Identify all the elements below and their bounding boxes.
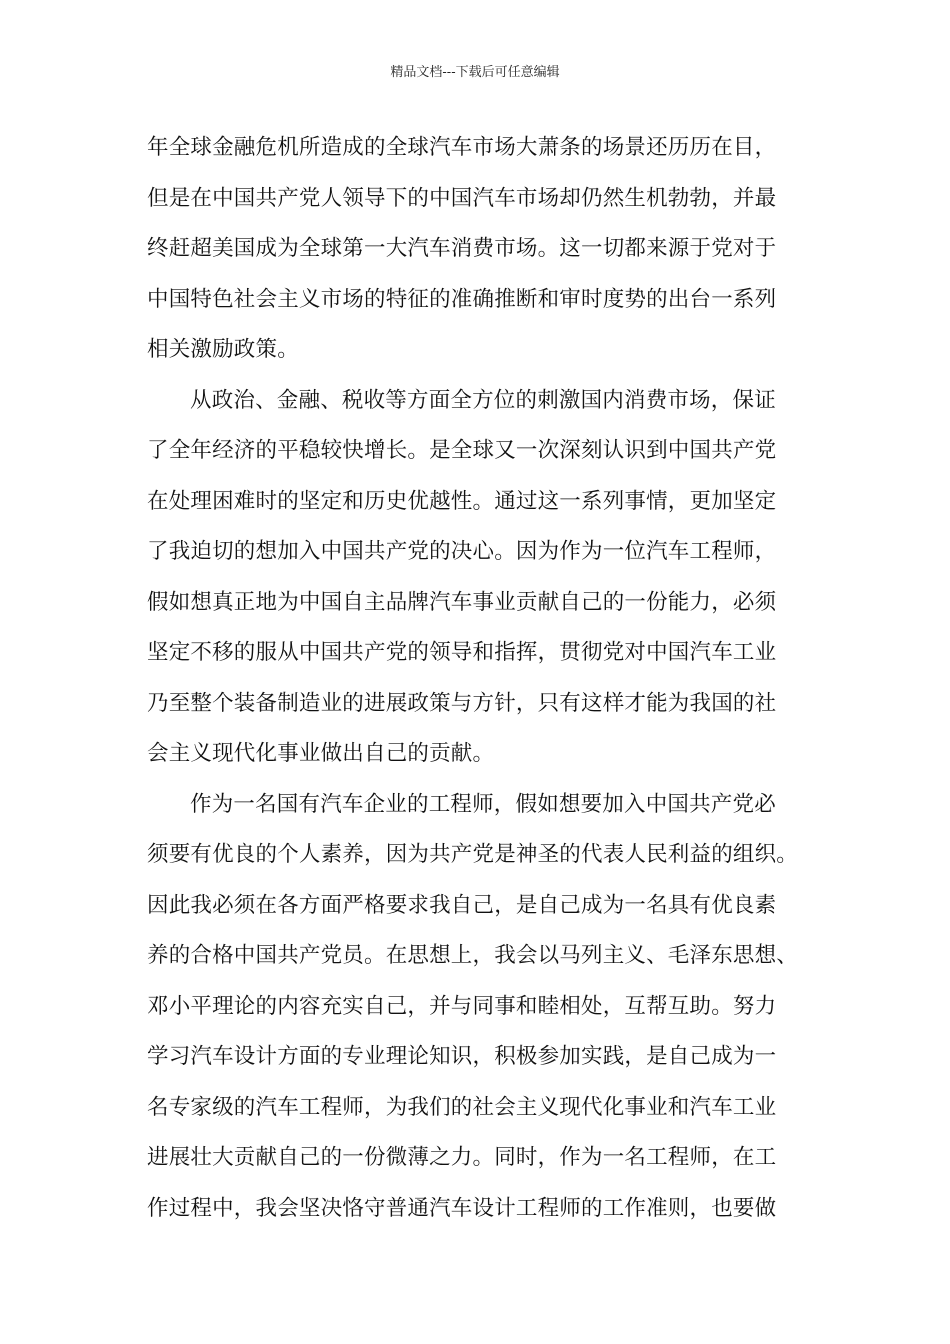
text-line: 须要有优良的个人素养，因为共产党是神圣的代表人民利益的组织。 <box>147 842 799 867</box>
text-line: 邓小平理论的内容充实自己，并与同事和睦相处，互帮互助。努力 <box>147 993 777 1019</box>
text-line: 年全球金融危机所造成的全球汽车市场大萧条的场景还历历在目， <box>147 135 777 160</box>
document-body <box>147 123 827 1234</box>
text-line: 了我迫切的想加入中国共产党的决心。因为作为一位汽车工程师， <box>147 539 777 564</box>
text-line: 名专家级的汽车工程师，为我们的社会主义现代化事业和汽车工业 <box>147 1094 777 1120</box>
text-line: 会主义现代化事业做出自己的贡献。 <box>147 741 495 766</box>
text-line: 终赶超美国成为全球第一大汽车消费市场。这一切都来源于党对于 <box>147 236 777 261</box>
text-line: 在处理困难时的坚定和历史优越性。通过这一系列事情，更加坚定 <box>147 488 777 514</box>
page-header: 精品文档---下载后可任意编辑 <box>390 65 560 80</box>
text-line: 中国特色社会主义市场的特征的准确推断和审时度势的出台一系列 <box>147 286 777 312</box>
text-line: 坚定不移的服从中国共产党的领导和指挥，贯彻党对中国汽车工业 <box>147 640 777 665</box>
paragraph-start-line: 从政治、金融、税收等方面全方位的刺激国内消费市场，保证 <box>190 387 776 413</box>
text-line: 进展壮大贡献自己的一份微薄之力。同时，作为一名工程师，在工 <box>147 1145 777 1170</box>
paragraph-start-line: 作为一名国有汽车企业的工程师，假如想要加入中国共产党必 <box>190 791 776 817</box>
text-line: 相关激励政策。 <box>147 337 299 362</box>
text-line: 作过程中，我会坚决恪守普通汽车设计工程师的工作准则，也要做 <box>147 1195 777 1221</box>
text-line: 养的合格中国共产党员。在思想上，我会以马列主义、毛泽东思想、 <box>147 943 799 968</box>
text-line: 因此我必须在各方面严格要求我自己，是自己成为一名具有优良素 <box>147 892 777 918</box>
text-line: 但是在中国共产党人领导下的中国汽车市场却仍然生机勃勃，并最 <box>147 185 777 211</box>
text-line: 乃至整个装备制造业的进展政策与方针，只有这样才能为我国的社 <box>147 690 777 716</box>
text-line: 学习汽车设计方面的专业理论知识，积极参加实践，是自己成为一 <box>147 1044 777 1069</box>
text-line: 了全年经济的平稳较快增长。是全球又一次深刻认识到中国共产党 <box>147 438 777 463</box>
text-line: 假如想真正地为中国自主品牌汽车事业贡献自己的一份能力，必须 <box>147 589 777 615</box>
